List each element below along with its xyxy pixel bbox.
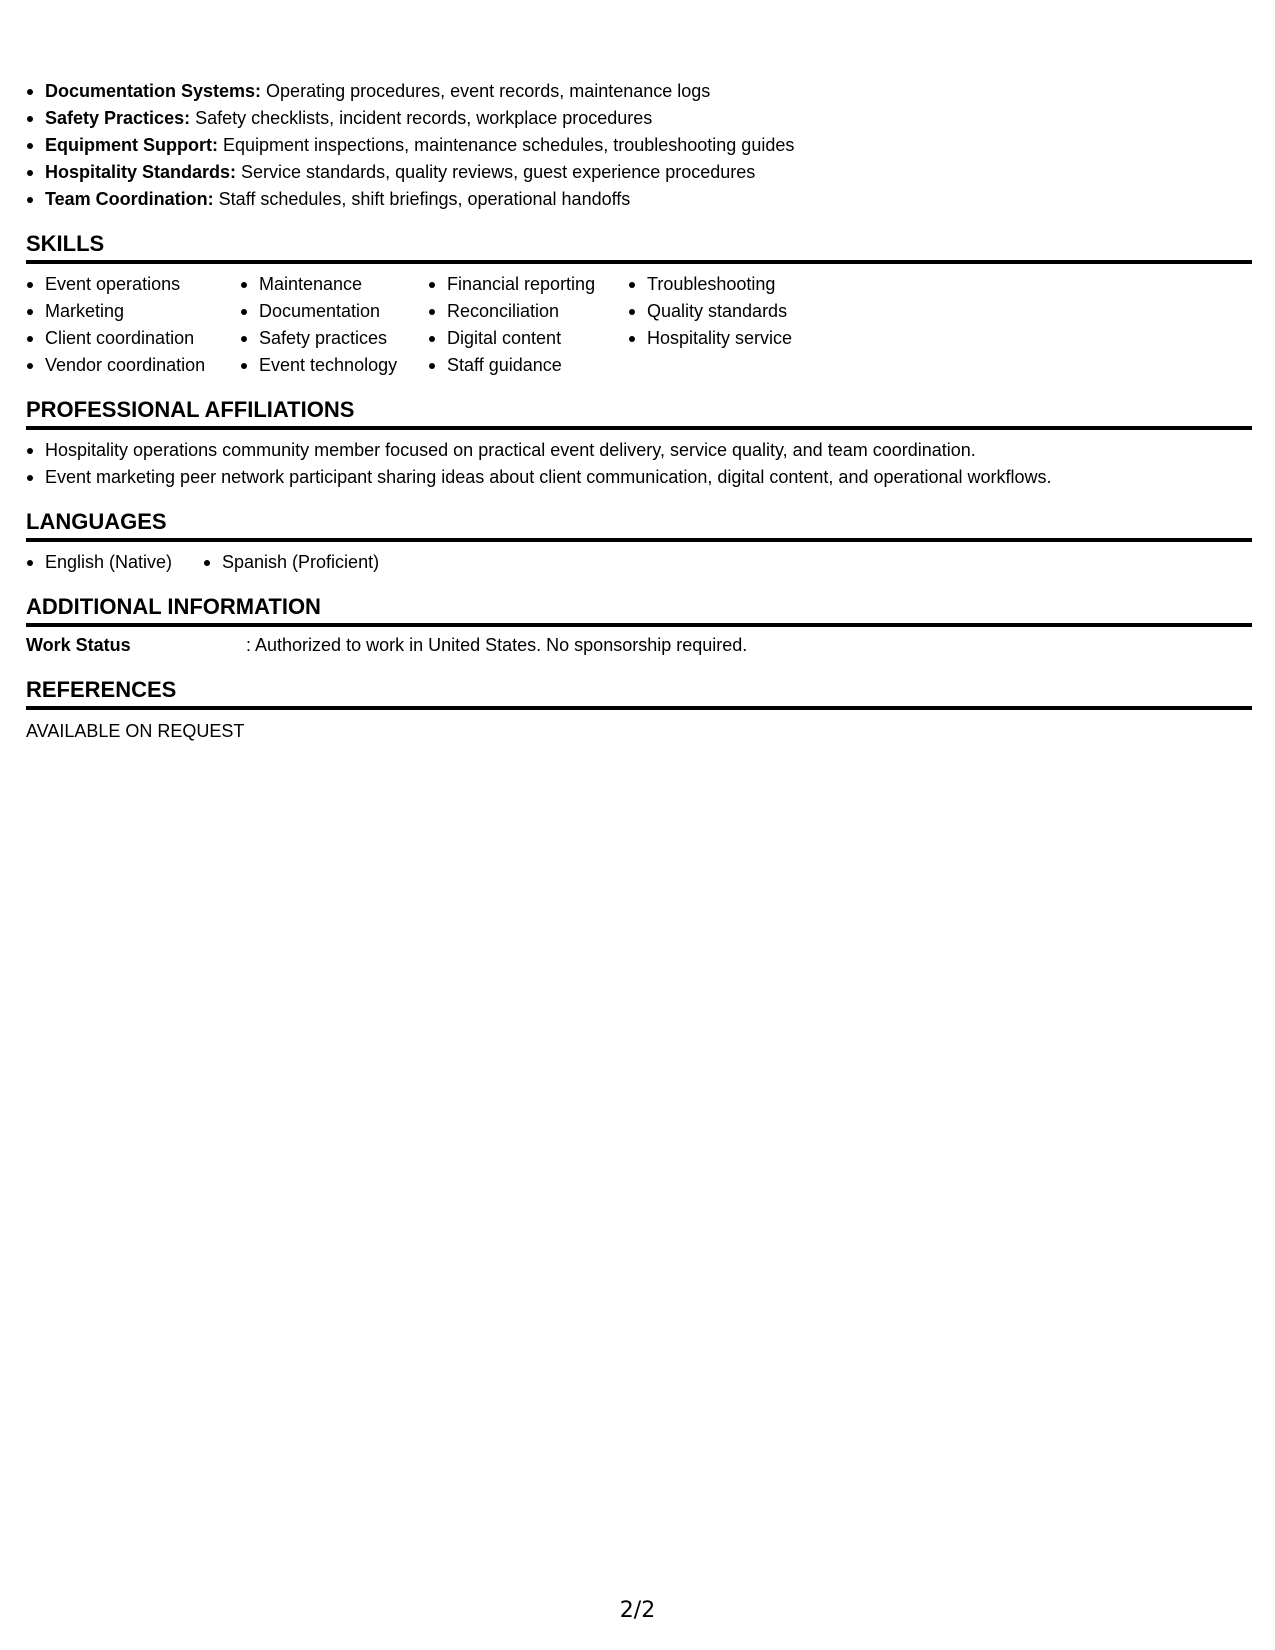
item-label: Safety Practices: bbox=[45, 108, 191, 128]
affiliations-section bbox=[26, 396, 1252, 491]
page-number: 2/2 bbox=[619, 1598, 656, 1623]
skill-item: Vendor coordination bbox=[26, 352, 240, 379]
section-heading-affiliations: PROFESSIONAL AFFILIATIONS bbox=[26, 396, 1252, 430]
affiliation-item: Event marketing peer network participant sharing ideas about client communication, digital content, and operational workflows. bbox=[26, 464, 1252, 491]
list-item bbox=[26, 78, 1252, 105]
languages-list bbox=[26, 549, 1252, 576]
item-text: Operating procedures, event records, maintenance logs bbox=[261, 81, 711, 101]
skill-item: Event operations bbox=[26, 271, 240, 298]
skill-item: Documentation bbox=[240, 298, 428, 325]
language-item: English (Native) bbox=[26, 549, 203, 576]
list-item bbox=[26, 186, 1252, 213]
skill-item: Reconciliation bbox=[428, 298, 628, 325]
item-label: Hospitality Standards: bbox=[45, 162, 237, 182]
references-section bbox=[26, 676, 1252, 745]
references-text: AVAILABLE ON REQUEST bbox=[26, 721, 245, 741]
list-item bbox=[26, 105, 1252, 132]
item-label: Documentation Systems: bbox=[45, 81, 262, 101]
skill-item: Troubleshooting bbox=[628, 271, 828, 298]
skills-column bbox=[428, 271, 628, 379]
affiliations-list bbox=[26, 437, 1252, 491]
skill-item: Hospitality service bbox=[628, 325, 828, 352]
competencies-list bbox=[26, 78, 1252, 213]
item-text: Equipment inspections, maintenance schedules, troubleshooting guides bbox=[217, 135, 795, 155]
item-label: Team Coordination: bbox=[45, 189, 214, 209]
skills-column bbox=[628, 271, 828, 379]
section-heading-skills: SKILLS bbox=[26, 230, 1252, 264]
skills-column bbox=[240, 271, 428, 379]
languages-section bbox=[26, 508, 1252, 576]
section-heading-additional-info: ADDITIONAL INFORMATION bbox=[26, 593, 1252, 627]
resume-page bbox=[26, 78, 1252, 745]
skill-item: Digital content bbox=[428, 325, 628, 352]
item-text: Safety checklists, incident records, workplace procedures bbox=[190, 108, 653, 128]
skill-item: Maintenance bbox=[240, 271, 428, 298]
item-label: Equipment Support: bbox=[45, 135, 218, 155]
work-status-row bbox=[26, 632, 1252, 659]
additional-info-section bbox=[26, 593, 1252, 659]
list-item bbox=[26, 159, 1252, 186]
section-heading-languages: LANGUAGES bbox=[26, 508, 1252, 542]
list-item bbox=[26, 132, 1252, 159]
item-text: Staff schedules, shift briefings, operational handoffs bbox=[213, 189, 631, 209]
work-status-value: : Authorized to work in United States. No sponsorship required. bbox=[246, 635, 748, 655]
skill-item: Safety practices bbox=[240, 325, 428, 352]
skill-item: Financial reporting bbox=[428, 271, 628, 298]
skills-section bbox=[26, 230, 1252, 379]
skill-item: Staff guidance bbox=[428, 352, 628, 379]
skills-column bbox=[26, 271, 240, 379]
affiliation-item: Hospitality operations community member focused on practical event delivery, service quality, and team coordination. bbox=[26, 437, 1252, 464]
skill-item: Quality standards bbox=[628, 298, 828, 325]
work-status-label: Work Status bbox=[26, 635, 131, 655]
section-heading-references: REFERENCES bbox=[26, 676, 1252, 710]
skill-item: Event technology bbox=[240, 352, 428, 379]
skill-item: Marketing bbox=[26, 298, 240, 325]
item-text: Service standards, quality reviews, guest experience procedures bbox=[236, 162, 756, 182]
language-item: Spanish (Proficient) bbox=[203, 549, 379, 576]
skills-grid bbox=[26, 271, 1252, 379]
skill-item: Client coordination bbox=[26, 325, 240, 352]
